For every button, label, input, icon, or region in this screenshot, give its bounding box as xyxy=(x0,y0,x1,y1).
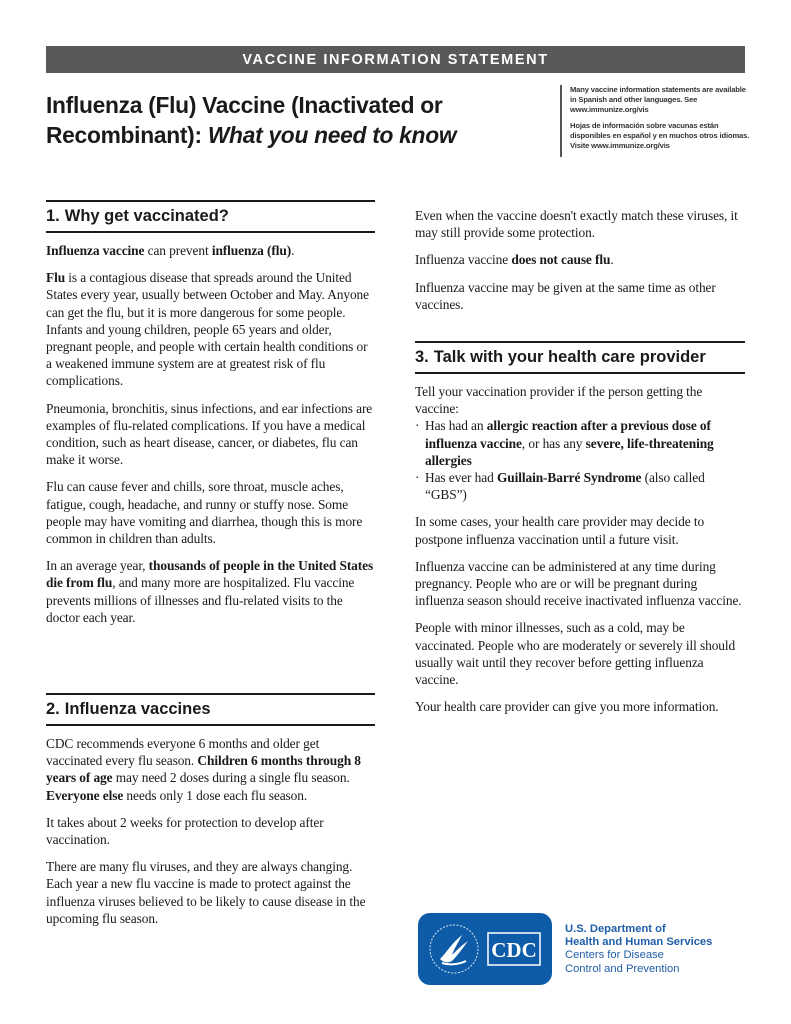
cdc-line-1: Centers for Disease xyxy=(565,949,664,962)
section-1-title: Why get vaccinated? xyxy=(64,207,229,225)
bold-text: does not cause flu xyxy=(511,252,611,268)
text: is a contagious disease that spreads around the United States every year, usually between October and May. Anyone can get the flu, but it is more dangerous for some people. Infants and young children, people 65 years and older, pregnant people, and people with certain health conditions or a weakened immune system are at greatest risk of flu complications. xyxy=(46,270,369,389)
language-note-spanish: Hojas de información sobre vacunas están disponibles en español y en muchos otros idiomas. Visite www.immunize.org/vis xyxy=(570,120,750,151)
bold-text: Influenza vaccine xyxy=(46,243,145,258)
section-3-talk-with-provider xyxy=(415,341,745,715)
cdc-line-2: Control and Prevention xyxy=(565,962,680,975)
section-1-why-vaccinate xyxy=(46,200,375,626)
text: may need 2 doses during a single flu season. xyxy=(112,770,350,786)
text: , or has any xyxy=(521,435,586,451)
section-1-paragraph-3: Pneumonia, bronchitis, sinus infections, and ear infections are examples of flu-related complications. If you have a medical condition, such as heart disease, cancer, or diabetes, flu can make it worse. xyxy=(46,400,373,468)
section-2-heading xyxy=(46,693,375,726)
text: Influenza vaccine xyxy=(415,252,512,268)
bullet-icon: · xyxy=(415,470,420,486)
section-2-paragraph-3: There are many flu viruses, and they are always changing. Each year a new flu vaccine is made to protect against the influenza viruses believed to be likely to cause disease in the upcoming flu season. xyxy=(46,859,366,926)
section-3-title: Talk with your health care provider xyxy=(433,348,706,366)
section-3-bullet-list xyxy=(415,417,745,503)
section-3-heading xyxy=(415,341,745,374)
bold-text: Guillain-Barré Syndrome xyxy=(496,470,642,486)
section-3-number: 3. xyxy=(415,348,429,366)
hhs-cdc-logo xyxy=(418,913,552,985)
bold-text: Flu xyxy=(46,270,66,286)
text: . xyxy=(291,243,295,258)
section-3-paragraph-4: People with minor illnesses, such as a cold, may be vaccinated. People who are moderately or severely ill should usually wait until they recover before getting influenza vaccine. xyxy=(415,620,736,688)
section-1-number: 1. xyxy=(46,207,60,225)
section-2-influenza-vaccines xyxy=(46,693,375,927)
bullet-icon: · xyxy=(415,418,420,434)
text: Has had an xyxy=(425,418,487,434)
section-1-paragraph-4: Flu can cause fever and chills, sore throat, muscle aches, fatigue, cough, headache, and runny or stuffy nose. Some people may have vomiting and diarrhea, though this is more common in children than adults. xyxy=(46,479,363,547)
text: needs only 1 dose each flu season. xyxy=(123,787,308,803)
text: (also called “GBS”) xyxy=(425,470,705,503)
bold-text: allergic reaction after a previous dose of influenza vaccine xyxy=(425,418,711,451)
agency-name xyxy=(565,923,712,976)
text: CDC recommends everyone 6 months and older get vaccinated every flu season. xyxy=(46,736,320,769)
bold-text: influenza (flu) xyxy=(211,243,292,258)
hhs-eagle-seal-icon xyxy=(418,913,552,985)
section-2-paragraph-4: Even when the vaccine doesn't exactly match these viruses, it may still provide some protection. xyxy=(415,208,738,241)
section-3-paragraph-5: Your health care provider can give you more information. xyxy=(415,699,719,715)
bold-text: Children 6 months through 8 years of age xyxy=(46,753,361,786)
document-type-banner: VACCINE INFORMATION STATEMENT xyxy=(46,46,745,73)
document-title xyxy=(46,90,531,150)
bold-text: severe, life-threatening allergies xyxy=(425,435,714,468)
list-item xyxy=(415,417,745,469)
cdc-logo-text: CDC xyxy=(491,938,537,962)
hhs-line-1: U.S. Department of xyxy=(565,923,666,935)
section-3-paragraph-2: In some cases, your health care provider may decide to postpone influenza vaccination until a future visit. xyxy=(415,514,705,547)
section-3-paragraph-3: Influenza vaccine can be administered at any time during pregnancy. People who are or will be pregnant during influenza season should receive inactivated influenza vaccine. xyxy=(415,558,742,609)
list-item xyxy=(415,469,745,503)
title-line-2-plain: Recombinant): xyxy=(46,122,208,148)
section-2-number: 2. xyxy=(46,700,60,718)
language-availability-note xyxy=(560,85,750,157)
text: . xyxy=(610,252,614,268)
text: In an average year, xyxy=(46,558,149,574)
section-1-paragraph-5 xyxy=(46,557,375,626)
section-3-intro: Tell your vaccination provider if the person getting the vaccine: xyxy=(415,384,703,417)
hhs-line-2: Health and Human Services xyxy=(565,936,713,949)
section-1-paragraph-2 xyxy=(46,269,375,389)
section-2-paragraph-5 xyxy=(415,251,745,268)
bold-text: thousands of people in the United States die from flu xyxy=(46,558,374,591)
text: can prevent xyxy=(144,243,212,258)
title-line-2-italic: What you need to know xyxy=(207,122,457,148)
text: Has ever had xyxy=(425,470,497,486)
section-2-paragraph-6: Influenza vaccine may be given at the same time as other vaccines. xyxy=(415,279,716,312)
section-2-title: Influenza vaccines xyxy=(64,700,211,718)
language-note-english: Many vaccine information statements are available in Spanish and other languages. See www.immunize.org/vis xyxy=(570,85,746,115)
section-2-paragraph-1 xyxy=(46,735,375,804)
bold-text: Everyone else xyxy=(46,787,124,803)
text: , and many more are hospitalized. Flu vaccine prevents millions of illnesses and flu-related visits to the doctor each year. xyxy=(46,575,355,625)
section-1-paragraph-1 xyxy=(46,242,375,259)
title-line-1: Influenza (Flu) Vaccine (Inactivated or xyxy=(46,92,443,118)
title-line-2 xyxy=(46,120,531,150)
section-2-paragraph-2: It takes about 2 weeks for protection to develop after vaccination. xyxy=(46,814,324,848)
section-1-heading xyxy=(46,200,375,233)
section-2-continued xyxy=(415,207,745,313)
